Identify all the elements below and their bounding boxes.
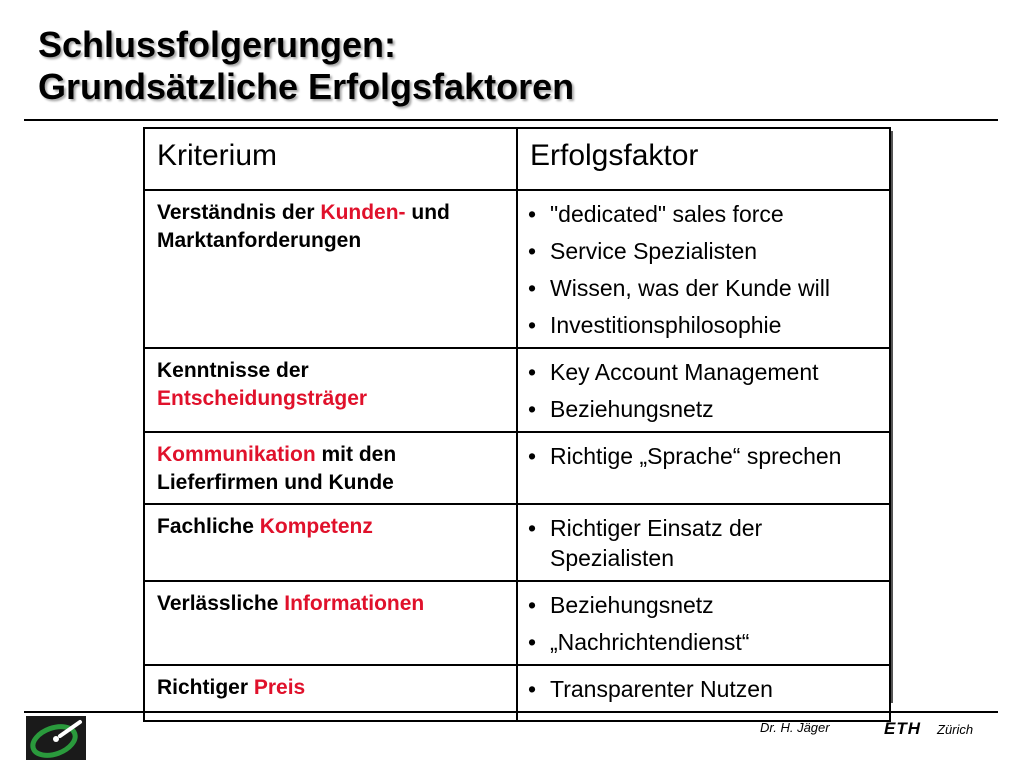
criterion-cell xyxy=(144,348,517,432)
factor-cell xyxy=(517,504,890,581)
factor-item: • Key Account Management xyxy=(528,357,881,387)
criterion-segment: Fachliche xyxy=(157,515,260,538)
factor-item: • Service Spezialisten xyxy=(528,236,881,266)
top-divider xyxy=(24,119,998,121)
factor-item: • Beziehungsnetz xyxy=(528,590,881,620)
footer-eth-logo: ETH xyxy=(884,719,921,738)
criteria-table xyxy=(143,127,891,722)
criterion-segment: und Marktanforderungen xyxy=(157,201,450,252)
header-erfolgsfaktor: Erfolgsfaktor xyxy=(517,128,890,190)
table-row xyxy=(144,504,890,581)
criterion-segment: mit den Lieferfirmen und Kunde xyxy=(157,443,397,494)
criterion-keyword: Informationen xyxy=(284,592,425,615)
factor-item: • Investitionsphilosophie xyxy=(528,310,881,340)
factor-cell xyxy=(517,348,890,432)
slide-title xyxy=(38,24,574,108)
footer-city: Zürich xyxy=(937,722,974,737)
criterion-cell xyxy=(144,581,517,665)
criterion-text xyxy=(145,349,516,413)
table-header-row xyxy=(144,128,890,190)
criteria-table-container xyxy=(143,127,889,702)
factor-item: • Transparenter Nutzen xyxy=(528,674,881,704)
criterion-keyword: Kompetenz xyxy=(259,515,373,538)
factor-item: • Wissen, was der Kunde will xyxy=(528,273,881,303)
abb-swirl-logo-icon xyxy=(26,716,86,760)
criterion-text xyxy=(145,582,516,618)
factor-list xyxy=(518,191,889,340)
criterion-segment: Verlässliche xyxy=(157,592,285,615)
factor-cell xyxy=(517,581,890,665)
criterion-segment: Richtiger xyxy=(157,676,254,699)
table-body xyxy=(144,190,890,721)
factor-item: • Richtige „Sprache“ sprechen xyxy=(528,441,881,471)
factor-list xyxy=(518,666,889,704)
criterion-cell xyxy=(144,190,517,348)
bottom-divider xyxy=(24,711,998,713)
criterion-text xyxy=(145,191,516,255)
table-row xyxy=(144,581,890,665)
factor-cell xyxy=(517,432,890,504)
criterion-text xyxy=(145,505,516,541)
factor-list xyxy=(518,505,889,573)
header-kriterium: Kriterium xyxy=(144,128,517,190)
factor-item: • Richtiger Einsatz der Spezialisten xyxy=(528,513,881,573)
criterion-cell xyxy=(144,504,517,581)
criterion-cell xyxy=(144,432,517,504)
factor-list xyxy=(518,582,889,657)
factor-item: • "dedicated" sales force xyxy=(528,199,881,229)
criterion-keyword: Preis xyxy=(253,676,306,699)
criterion-keyword: Kommunikation xyxy=(157,443,316,466)
criterion-text xyxy=(145,433,516,497)
factor-item: • Beziehungsnetz xyxy=(528,394,881,424)
criterion-segment: Verständnis der xyxy=(157,201,321,224)
factor-list xyxy=(518,349,889,424)
criterion-keyword: Entscheidungsträger xyxy=(157,387,368,410)
factor-cell xyxy=(517,190,890,348)
criterion-text xyxy=(145,666,516,702)
table-row xyxy=(144,432,890,504)
footer-author: Dr. H. Jäger xyxy=(760,720,830,735)
factor-list xyxy=(518,433,889,471)
criterion-segment: Kenntnisse der xyxy=(157,359,309,382)
factor-item: • „Nachrichtendienst“ xyxy=(528,627,881,657)
table-row xyxy=(144,190,890,348)
table-row xyxy=(144,348,890,432)
criterion-keyword: Kunden- xyxy=(320,201,406,224)
slide-title-line-1: Schlussfolgerungen: xyxy=(38,24,397,65)
slide-title-line-2: Grundsätzliche Erfolgsfaktoren xyxy=(38,66,575,107)
